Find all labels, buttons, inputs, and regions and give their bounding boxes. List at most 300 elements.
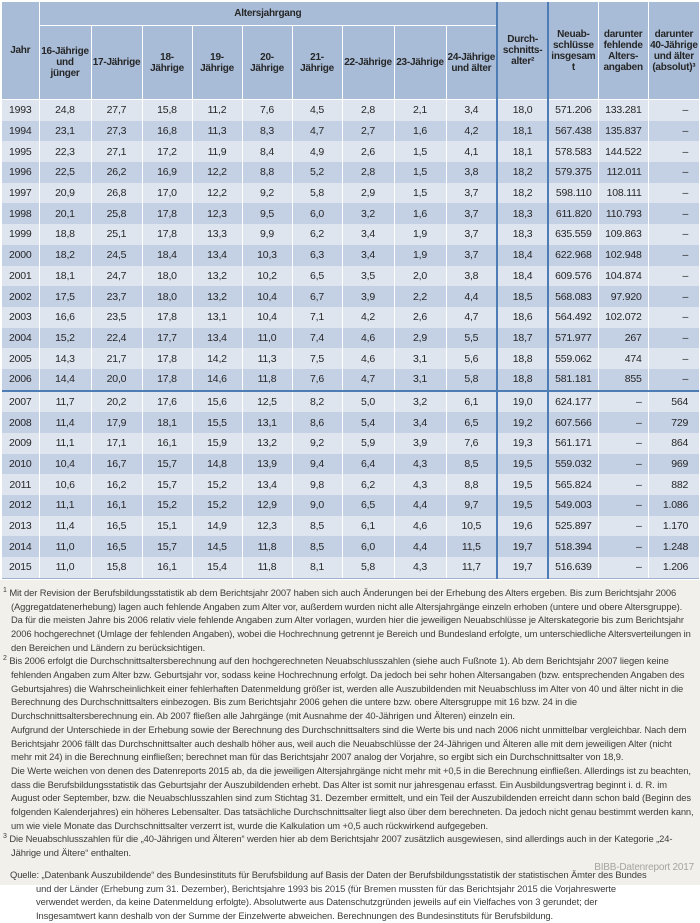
source-note bbox=[3, 868, 648, 923]
value-cell: 2,8 bbox=[342, 100, 394, 121]
year-cell: 1993 bbox=[2, 100, 39, 121]
value-cell: – bbox=[648, 307, 699, 328]
col-header-24-und-aelter: 24-Jährige und älter bbox=[446, 26, 497, 100]
year-cell: 1997 bbox=[2, 183, 39, 204]
table-header bbox=[2, 2, 699, 100]
col-header-40-jaehrige-und-aelter: darunter 40-Jährige und älter (absolut)³ bbox=[648, 2, 699, 100]
col-header-18-jaehrige: 18-Jährige bbox=[142, 26, 192, 100]
value-cell: 4,6 bbox=[394, 516, 446, 537]
value-cell: 2,7 bbox=[342, 121, 394, 142]
value-cell: – bbox=[598, 516, 648, 537]
value-cell: 11,0 bbox=[242, 328, 292, 349]
year-cell: 2014 bbox=[2, 536, 39, 557]
value-cell: 518.394 bbox=[548, 536, 598, 557]
value-cell: 18,4 bbox=[142, 245, 192, 266]
value-cell: 14,6 bbox=[192, 369, 242, 391]
value-cell: 24,7 bbox=[91, 266, 142, 287]
value-cell: 3,4 bbox=[342, 245, 394, 266]
value-cell: 18,5 bbox=[497, 286, 548, 307]
value-cell: 11,8 bbox=[242, 557, 292, 578]
value-cell: 6,4 bbox=[342, 454, 394, 475]
value-cell: 20,1 bbox=[39, 203, 91, 224]
value-cell: 18,7 bbox=[497, 328, 548, 349]
col-header-durchschnittsalter: Durch-schnitts-alter² bbox=[497, 2, 548, 100]
value-cell: 11,4 bbox=[39, 516, 91, 537]
table-row-2000 bbox=[2, 245, 699, 266]
value-cell: 5,8 bbox=[342, 557, 394, 578]
value-cell: 6,0 bbox=[342, 536, 394, 557]
value-cell: – bbox=[648, 100, 699, 121]
year-cell: 2005 bbox=[2, 348, 39, 369]
value-cell: 4,4 bbox=[446, 286, 497, 307]
table-row-1995 bbox=[2, 141, 699, 162]
value-cell: 4,7 bbox=[292, 121, 342, 142]
table-row-1999 bbox=[2, 224, 699, 245]
value-cell: 11,5 bbox=[446, 536, 497, 557]
value-cell: 16,8 bbox=[142, 121, 192, 142]
value-cell: 571.977 bbox=[548, 328, 598, 349]
table-row-2015 bbox=[2, 557, 699, 578]
value-cell: 8,8 bbox=[446, 474, 497, 495]
value-cell: 102.948 bbox=[598, 245, 648, 266]
value-cell: 7,6 bbox=[242, 100, 292, 121]
footnote-2-marker: 2 bbox=[3, 655, 7, 663]
value-cell: 6,3 bbox=[292, 245, 342, 266]
value-cell: 133.281 bbox=[598, 100, 648, 121]
table-row-2013 bbox=[2, 516, 699, 537]
value-cell: 598.110 bbox=[548, 183, 598, 204]
value-cell: 13,2 bbox=[192, 266, 242, 287]
value-cell: 3,7 bbox=[446, 203, 497, 224]
value-cell: 609.576 bbox=[548, 266, 598, 287]
col-header-neuabschluesse-insgesamt: Neuab-schlüsse insgesamt bbox=[548, 2, 598, 100]
value-cell: 4,7 bbox=[342, 369, 394, 391]
table-row-2014 bbox=[2, 536, 699, 557]
value-cell: 1,9 bbox=[394, 245, 446, 266]
value-cell: 12,9 bbox=[242, 495, 292, 516]
value-cell: 11,8 bbox=[242, 536, 292, 557]
value-cell: 18,0 bbox=[142, 266, 192, 287]
value-cell: 14,5 bbox=[192, 536, 242, 557]
value-cell: 19,5 bbox=[497, 495, 548, 516]
value-cell: 17,8 bbox=[142, 348, 192, 369]
value-cell: – bbox=[648, 162, 699, 183]
value-cell: 12,5 bbox=[242, 391, 292, 413]
value-cell: 561.171 bbox=[548, 433, 598, 454]
value-cell: 549.003 bbox=[548, 495, 598, 516]
table-row-2007 bbox=[2, 391, 699, 413]
value-cell: 18,8 bbox=[39, 224, 91, 245]
value-cell: 20,2 bbox=[91, 391, 142, 413]
value-cell: 10,6 bbox=[39, 474, 91, 495]
value-cell: 6,5 bbox=[292, 266, 342, 287]
value-cell: 882 bbox=[648, 474, 699, 495]
value-cell: 10,4 bbox=[242, 307, 292, 328]
value-cell: 16,1 bbox=[142, 433, 192, 454]
value-cell: 102.072 bbox=[598, 307, 648, 328]
year-cell: 2011 bbox=[2, 474, 39, 495]
value-cell: 3,9 bbox=[342, 286, 394, 307]
value-cell: 15,5 bbox=[192, 412, 242, 433]
value-cell: 565.824 bbox=[548, 474, 598, 495]
value-cell: 144.522 bbox=[598, 141, 648, 162]
value-cell: 16,1 bbox=[91, 495, 142, 516]
value-cell: 7,6 bbox=[446, 433, 497, 454]
col-header-23-jaehrige: 23-Jährige bbox=[394, 26, 446, 100]
value-cell: 8,8 bbox=[242, 162, 292, 183]
value-cell: 3,4 bbox=[342, 224, 394, 245]
col-header-16-und-juenger: 16-Jährige und jünger bbox=[39, 26, 91, 100]
value-cell: 23,7 bbox=[91, 286, 142, 307]
value-cell: 19,3 bbox=[497, 433, 548, 454]
value-cell: 4,3 bbox=[394, 557, 446, 578]
value-cell: 17,8 bbox=[142, 307, 192, 328]
value-cell: 13,9 bbox=[242, 454, 292, 475]
year-cell: 2000 bbox=[2, 245, 39, 266]
value-cell: 567.438 bbox=[548, 121, 598, 142]
col-header-22-jaehrige: 22-Jährige bbox=[342, 26, 394, 100]
value-cell: 18,0 bbox=[497, 100, 548, 121]
value-cell: 11,7 bbox=[446, 557, 497, 578]
value-cell: 624.177 bbox=[548, 391, 598, 413]
value-cell: 2,6 bbox=[394, 307, 446, 328]
value-cell: 18,2 bbox=[497, 162, 548, 183]
value-cell: 3,5 bbox=[342, 266, 394, 287]
value-cell: 3,8 bbox=[446, 266, 497, 287]
year-cell: 2013 bbox=[2, 516, 39, 537]
value-cell: 14,3 bbox=[39, 348, 91, 369]
value-cell: 8,5 bbox=[292, 516, 342, 537]
col-group-altersjahrgang: Altersjahrgang bbox=[39, 2, 497, 26]
value-cell: 9,9 bbox=[242, 224, 292, 245]
value-cell: – bbox=[648, 121, 699, 142]
value-cell: 4,5 bbox=[292, 100, 342, 121]
footnote-1-marker: 1 bbox=[3, 586, 7, 594]
value-cell: 20,0 bbox=[91, 369, 142, 391]
value-cell: 22,4 bbox=[91, 328, 142, 349]
value-cell: 12,3 bbox=[192, 203, 242, 224]
value-cell: 22,5 bbox=[39, 162, 91, 183]
value-cell: 568.083 bbox=[548, 286, 598, 307]
col-header-fehlende-altersangaben: darunter fehlende Alters-angaben bbox=[598, 2, 648, 100]
value-cell: 1,6 bbox=[394, 203, 446, 224]
table-row-2009 bbox=[2, 433, 699, 454]
value-cell: 11,2 bbox=[192, 100, 242, 121]
value-cell: 6,2 bbox=[292, 224, 342, 245]
value-cell: 6,5 bbox=[342, 495, 394, 516]
value-cell: 635.559 bbox=[548, 224, 598, 245]
age-cohort-table bbox=[2, 2, 699, 579]
footnote-3 bbox=[3, 832, 694, 859]
value-cell: 13,1 bbox=[242, 412, 292, 433]
value-cell: 4,3 bbox=[394, 454, 446, 475]
value-cell: – bbox=[648, 245, 699, 266]
value-cell: 13,4 bbox=[192, 245, 242, 266]
table-row-1998 bbox=[2, 203, 699, 224]
table-row-1993 bbox=[2, 100, 699, 121]
value-cell: 8,6 bbox=[292, 412, 342, 433]
value-cell: 15,2 bbox=[142, 495, 192, 516]
value-cell: 14,4 bbox=[39, 369, 91, 391]
value-cell: 6,1 bbox=[342, 516, 394, 537]
value-cell: 8,1 bbox=[292, 557, 342, 578]
value-cell: 581.181 bbox=[548, 369, 598, 391]
table-row-2011 bbox=[2, 474, 699, 495]
value-cell: 3,2 bbox=[394, 391, 446, 413]
footnote-2 bbox=[3, 654, 694, 723]
value-cell: 1.248 bbox=[648, 536, 699, 557]
value-cell: 11,7 bbox=[39, 391, 91, 413]
footnote-1 bbox=[3, 586, 694, 655]
value-cell: 20,9 bbox=[39, 183, 91, 204]
table-row-1996 bbox=[2, 162, 699, 183]
value-cell: 16,5 bbox=[91, 536, 142, 557]
report-brand: BIBB-Datenreport 2017 bbox=[594, 862, 694, 874]
value-cell: 13,3 bbox=[192, 224, 242, 245]
value-cell: 7,5 bbox=[292, 348, 342, 369]
value-cell: – bbox=[648, 328, 699, 349]
value-cell: 8,4 bbox=[242, 141, 292, 162]
value-cell: 25,8 bbox=[91, 203, 142, 224]
value-cell: 19,5 bbox=[497, 454, 548, 475]
value-cell: 8,3 bbox=[242, 121, 292, 142]
table-row-1994 bbox=[2, 121, 699, 142]
value-cell: – bbox=[648, 183, 699, 204]
value-cell: 15,6 bbox=[192, 391, 242, 413]
value-cell: 18,8 bbox=[497, 348, 548, 369]
year-cell: 2007 bbox=[2, 391, 39, 413]
value-cell: 18,1 bbox=[142, 412, 192, 433]
value-cell: 12,2 bbox=[192, 162, 242, 183]
year-cell: 2009 bbox=[2, 433, 39, 454]
value-cell: 18,1 bbox=[497, 141, 548, 162]
value-cell: – bbox=[648, 141, 699, 162]
value-cell: 3,1 bbox=[394, 369, 446, 391]
value-cell: 1.086 bbox=[648, 495, 699, 516]
value-cell: 110.793 bbox=[598, 203, 648, 224]
value-cell: 2,1 bbox=[394, 100, 446, 121]
value-cell: 10,3 bbox=[242, 245, 292, 266]
value-cell: 11,1 bbox=[39, 495, 91, 516]
value-cell: 6,2 bbox=[342, 474, 394, 495]
col-header-jahr: Jahr bbox=[2, 2, 39, 100]
value-cell: 13,4 bbox=[242, 474, 292, 495]
value-cell: 18,1 bbox=[497, 121, 548, 142]
value-cell: 17,7 bbox=[142, 328, 192, 349]
value-cell: 8,5 bbox=[292, 536, 342, 557]
value-cell: – bbox=[648, 369, 699, 391]
value-cell: – bbox=[598, 454, 648, 475]
value-cell: 11,8 bbox=[242, 369, 292, 391]
value-cell: 18,8 bbox=[497, 369, 548, 391]
value-cell: 855 bbox=[598, 369, 648, 391]
value-cell: 14,2 bbox=[192, 348, 242, 369]
value-cell: 267 bbox=[598, 328, 648, 349]
value-cell: 18,4 bbox=[497, 266, 548, 287]
table-row-2004 bbox=[2, 328, 699, 349]
table-row-2008 bbox=[2, 412, 699, 433]
value-cell: 97.920 bbox=[598, 286, 648, 307]
value-cell: 1.170 bbox=[648, 516, 699, 537]
footnote-2-text-1: Bis 2006 erfolgt die Durchschnittsaltersberechnung auf den hochgerechneten Neuabschlusszahlen (siehe auch Fußnote 1). Ab dem Berichtsjahr 2007 liegen keine fehlenden Angaben zum Alter bzw. Geburtsjahr vor, sodass keine Hochrechnung erfolgt. Da jedoch bei sehr hohen Altersangaben (bzw. entsprechenden Angaben des Geburtsjahres) die Wahrscheinlichkeit einer fehlerhaften Datenmeldung größer ist, werden alle Auszubildenden mit Neuabschluss im Alter von 40 und älter nicht in die Berechnung des Durchschnittsalters einbezogen. Bis zum Berichtsjahr 2006 gehen die untere bzw. obere Altersgruppe mit 16 bzw. 24 in die Durchschnittsaltersberechnung ein. Ab 2007 fließen alle Jahrgänge (mit Ausnahme der 40-Jährigen und Älteren) einzeln ein. bbox=[9, 655, 685, 722]
value-cell: 15,8 bbox=[142, 100, 192, 121]
value-cell: 10,2 bbox=[242, 266, 292, 287]
col-header-19-jaehrige: 19-Jährige bbox=[192, 26, 242, 100]
value-cell: 24,5 bbox=[91, 245, 142, 266]
value-cell: 1,9 bbox=[394, 224, 446, 245]
value-cell: – bbox=[598, 412, 648, 433]
value-cell: 559.062 bbox=[548, 348, 598, 369]
value-cell: – bbox=[648, 286, 699, 307]
value-cell: 17,6 bbox=[142, 391, 192, 413]
value-cell: 108.111 bbox=[598, 183, 648, 204]
value-cell: 15,2 bbox=[192, 474, 242, 495]
value-cell: 969 bbox=[648, 454, 699, 475]
value-cell: 11,0 bbox=[39, 557, 91, 578]
value-cell: 1,5 bbox=[394, 183, 446, 204]
value-cell: 4,1 bbox=[446, 141, 497, 162]
value-cell: 474 bbox=[598, 348, 648, 369]
footnote-1-text: Mit der Revision der Berufsbildungsstatistik ab dem Berichtsjahr 2007 haben sich auch Änderungen bei der Erhebung des Alters ergeben. Bis zum Berichtsjahr 2006 (Aggregatdatenerhebung) lagen auch fehlende Angaben zum Alter vor, außerdem wurden nicht alle Altersjahrgänge einzeln erhoben (untere und obere Altersgruppe). Da für die meisten Jahre bis 2006 relativ viele fehlende Angaben zum Alter vorlagen, wurden hier die jeweiligen Neuabschlüsse je Alterskategorie bis zum Berichtsjahr 2006 hochgerechnet (Umlage der fehlenden Angaben), wobei die Hochrechnung getrennt je Bereich und Bundesland erfolgte, um unterschiedliche Altersverteilungen in den Bereichen und Ländern zu berücksichtigen. bbox=[9, 586, 691, 653]
value-cell: 13,2 bbox=[242, 433, 292, 454]
value-cell: 3,1 bbox=[394, 348, 446, 369]
value-cell: 18,2 bbox=[497, 183, 548, 204]
value-cell: 13,4 bbox=[192, 328, 242, 349]
value-cell: 15,7 bbox=[142, 474, 192, 495]
year-cell: 1999 bbox=[2, 224, 39, 245]
value-cell: 15,7 bbox=[142, 536, 192, 557]
value-cell: 17,9 bbox=[91, 412, 142, 433]
value-cell: 4,4 bbox=[394, 536, 446, 557]
value-cell: 15,2 bbox=[192, 495, 242, 516]
value-cell: 17,8 bbox=[142, 203, 192, 224]
value-cell: 622.968 bbox=[548, 245, 598, 266]
value-cell: 10,5 bbox=[446, 516, 497, 537]
year-cell: 2015 bbox=[2, 557, 39, 578]
value-cell: 18,2 bbox=[39, 245, 91, 266]
value-cell: 3,9 bbox=[394, 433, 446, 454]
value-cell: 5,9 bbox=[342, 433, 394, 454]
value-cell: 16,6 bbox=[39, 307, 91, 328]
value-cell: 3,7 bbox=[446, 224, 497, 245]
year-cell: 1998 bbox=[2, 203, 39, 224]
value-cell: 15,9 bbox=[192, 433, 242, 454]
value-cell: 23,5 bbox=[91, 307, 142, 328]
value-cell: 18,4 bbox=[497, 245, 548, 266]
value-cell: 4,9 bbox=[292, 141, 342, 162]
value-cell: 18,3 bbox=[497, 224, 548, 245]
value-cell: 1,5 bbox=[394, 141, 446, 162]
value-cell: 3,4 bbox=[446, 100, 497, 121]
value-cell: 18,3 bbox=[497, 203, 548, 224]
table-row-2010 bbox=[2, 454, 699, 475]
value-cell: 11,4 bbox=[39, 412, 91, 433]
value-cell: 4,6 bbox=[342, 348, 394, 369]
value-cell: 27,1 bbox=[91, 141, 142, 162]
value-cell: – bbox=[648, 203, 699, 224]
value-cell: 109.863 bbox=[598, 224, 648, 245]
value-cell: 5,0 bbox=[342, 391, 394, 413]
table-row-2012 bbox=[2, 495, 699, 516]
value-cell: 18,6 bbox=[497, 307, 548, 328]
value-cell: – bbox=[598, 474, 648, 495]
value-cell: 4,3 bbox=[394, 474, 446, 495]
value-cell: 26,2 bbox=[91, 162, 142, 183]
value-cell: 2,6 bbox=[342, 141, 394, 162]
year-cell: 2010 bbox=[2, 454, 39, 475]
year-cell: 2001 bbox=[2, 266, 39, 287]
year-cell: 2002 bbox=[2, 286, 39, 307]
value-cell: 4,2 bbox=[446, 121, 497, 142]
value-cell: 7,4 bbox=[292, 328, 342, 349]
value-cell: 10,4 bbox=[39, 454, 91, 475]
value-cell: 27,7 bbox=[91, 100, 142, 121]
value-cell: 9,4 bbox=[292, 454, 342, 475]
value-cell: 19,7 bbox=[497, 536, 548, 557]
value-cell: 10,4 bbox=[242, 286, 292, 307]
value-cell: 17,1 bbox=[91, 433, 142, 454]
year-cell: 1995 bbox=[2, 141, 39, 162]
value-cell: 104.874 bbox=[598, 266, 648, 287]
value-cell: 9,2 bbox=[292, 433, 342, 454]
value-cell: 7,6 bbox=[292, 369, 342, 391]
table-row-1997 bbox=[2, 183, 699, 204]
value-cell: 15,4 bbox=[192, 557, 242, 578]
table-row-2002 bbox=[2, 286, 699, 307]
value-cell: 17,8 bbox=[142, 224, 192, 245]
value-cell: 3,4 bbox=[394, 412, 446, 433]
table-row-2003 bbox=[2, 307, 699, 328]
value-cell: 6,1 bbox=[446, 391, 497, 413]
value-cell: – bbox=[598, 536, 648, 557]
value-cell: 9,0 bbox=[292, 495, 342, 516]
value-cell: 26,8 bbox=[91, 183, 142, 204]
col-header-17-jaehrige: 17-Jährige bbox=[91, 26, 142, 100]
footnote-3-text: Die Neuabschlusszahlen für die „40-Jährigen und Älteren“ werden hier ab dem Berichtsjahr 2007 zusätzlich ausgewiesen, sind allerdings auch in der Kategorie „24-Jährige und Ältere“ enthalten. bbox=[9, 833, 673, 859]
year-cell: 2006 bbox=[2, 369, 39, 391]
value-cell: 19,0 bbox=[497, 391, 548, 413]
footnote-2-text-3: Die Werte weichen von denen des Datenreports 2015 ab, da die jeweiligen Altersjahrgänge nicht mehr mit +0,5 in die Berechnung einfließen. Allerdings ist zu beachten, dass die Berufsbildungsstatistik das Geburtsjahr der Auszubildenden erhebt. Das Alter ist somit nur jahresgenau erfasst. Ein Ausbildungsvertrag beginnt i. d. R. im August oder September, bzw. die Neuabschlusszahlen sind zum Stichtag 31. Dezember ermittelt, und ein Teil der Auszubildenden erreicht dann schon bald (Beginn des folgenden Kalenderjahres) ein höheres Lebensalter. Das tatsächliche Durchschnittsalter liegt also über dem berechneten. Da jedoch nicht genau bestimmt werden kann, um wie viele Monate das Durchschnittsalter verzerrt ist, wurde die Kalkulation um +0,5 auch rückwirkend aufgegeben. bbox=[11, 764, 694, 831]
value-cell: – bbox=[648, 224, 699, 245]
value-cell: 559.032 bbox=[548, 454, 598, 475]
footnotes-area bbox=[0, 580, 700, 921]
value-cell: 4,7 bbox=[446, 307, 497, 328]
value-cell: 6,5 bbox=[446, 412, 497, 433]
year-cell: 1994 bbox=[2, 121, 39, 142]
value-cell: 17,2 bbox=[142, 141, 192, 162]
value-cell: 11,3 bbox=[242, 348, 292, 369]
value-cell: 18,1 bbox=[39, 266, 91, 287]
value-cell: 15,7 bbox=[142, 454, 192, 475]
value-cell: 2,9 bbox=[342, 183, 394, 204]
value-cell: 11,9 bbox=[192, 141, 242, 162]
value-cell: 1,5 bbox=[394, 162, 446, 183]
year-cell: 2003 bbox=[2, 307, 39, 328]
value-cell: 5,2 bbox=[292, 162, 342, 183]
value-cell: 19,7 bbox=[497, 557, 548, 578]
value-cell: 6,7 bbox=[292, 286, 342, 307]
value-cell: 16,5 bbox=[91, 516, 142, 537]
year-cell: 2012 bbox=[2, 495, 39, 516]
value-cell: 11,1 bbox=[39, 433, 91, 454]
value-cell: 729 bbox=[648, 412, 699, 433]
value-cell: 8,5 bbox=[446, 454, 497, 475]
value-cell: 5,4 bbox=[342, 412, 394, 433]
value-cell: – bbox=[598, 495, 648, 516]
value-cell: 2,2 bbox=[394, 286, 446, 307]
value-cell: 4,2 bbox=[342, 307, 394, 328]
table-body bbox=[2, 100, 699, 579]
